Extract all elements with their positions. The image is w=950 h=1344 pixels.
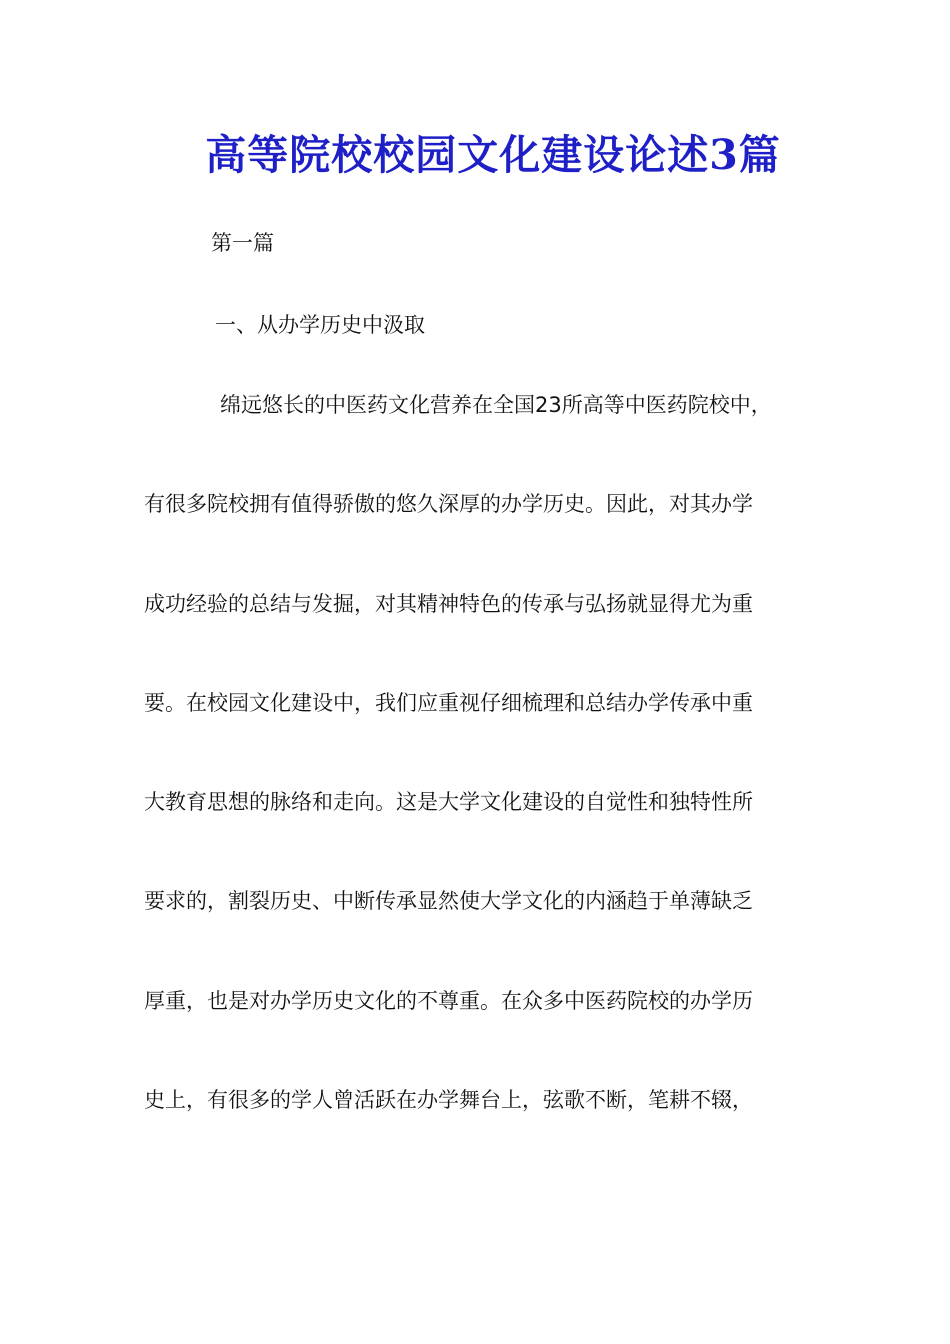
paragraph-line: 厚重，也是对办学历史文化的不尊重。在众多中医药院校的办学历 bbox=[144, 989, 753, 1013]
paragraph-line: 大教育思想的脉络和走向。这是大学文化建设的自觉性和独特性所 bbox=[144, 790, 753, 814]
paragraph-line: 成功经验的总结与发掘，对其精神特色的传承与弘扬就显得尤为重 bbox=[144, 592, 753, 616]
section-heading: 一、从办学历史中汲取 bbox=[215, 313, 425, 337]
paragraph-line: 绵远悠长的中医药文化营养在全国23所高等中医药院校中， bbox=[220, 393, 772, 417]
section-label: 第一篇 bbox=[211, 231, 274, 255]
document-title: 高等院校校园文化建设论述3篇 bbox=[205, 131, 781, 179]
paragraph-line: 要。在校园文化建设中，我们应重视仔细梳理和总结办学传承中重 bbox=[144, 691, 753, 715]
paragraph-line: 史上，有很多的学人曾活跃在办学舞台上，弦歌不断，笔耕不辍， bbox=[144, 1088, 753, 1112]
paragraph-line: 有很多院校拥有值得骄傲的悠久深厚的办学历史。因此，对其办学 bbox=[144, 492, 753, 516]
paragraph-line: 要求的，割裂历史、中断传承显然使大学文化的内涵趋于单薄缺乏 bbox=[144, 889, 753, 913]
